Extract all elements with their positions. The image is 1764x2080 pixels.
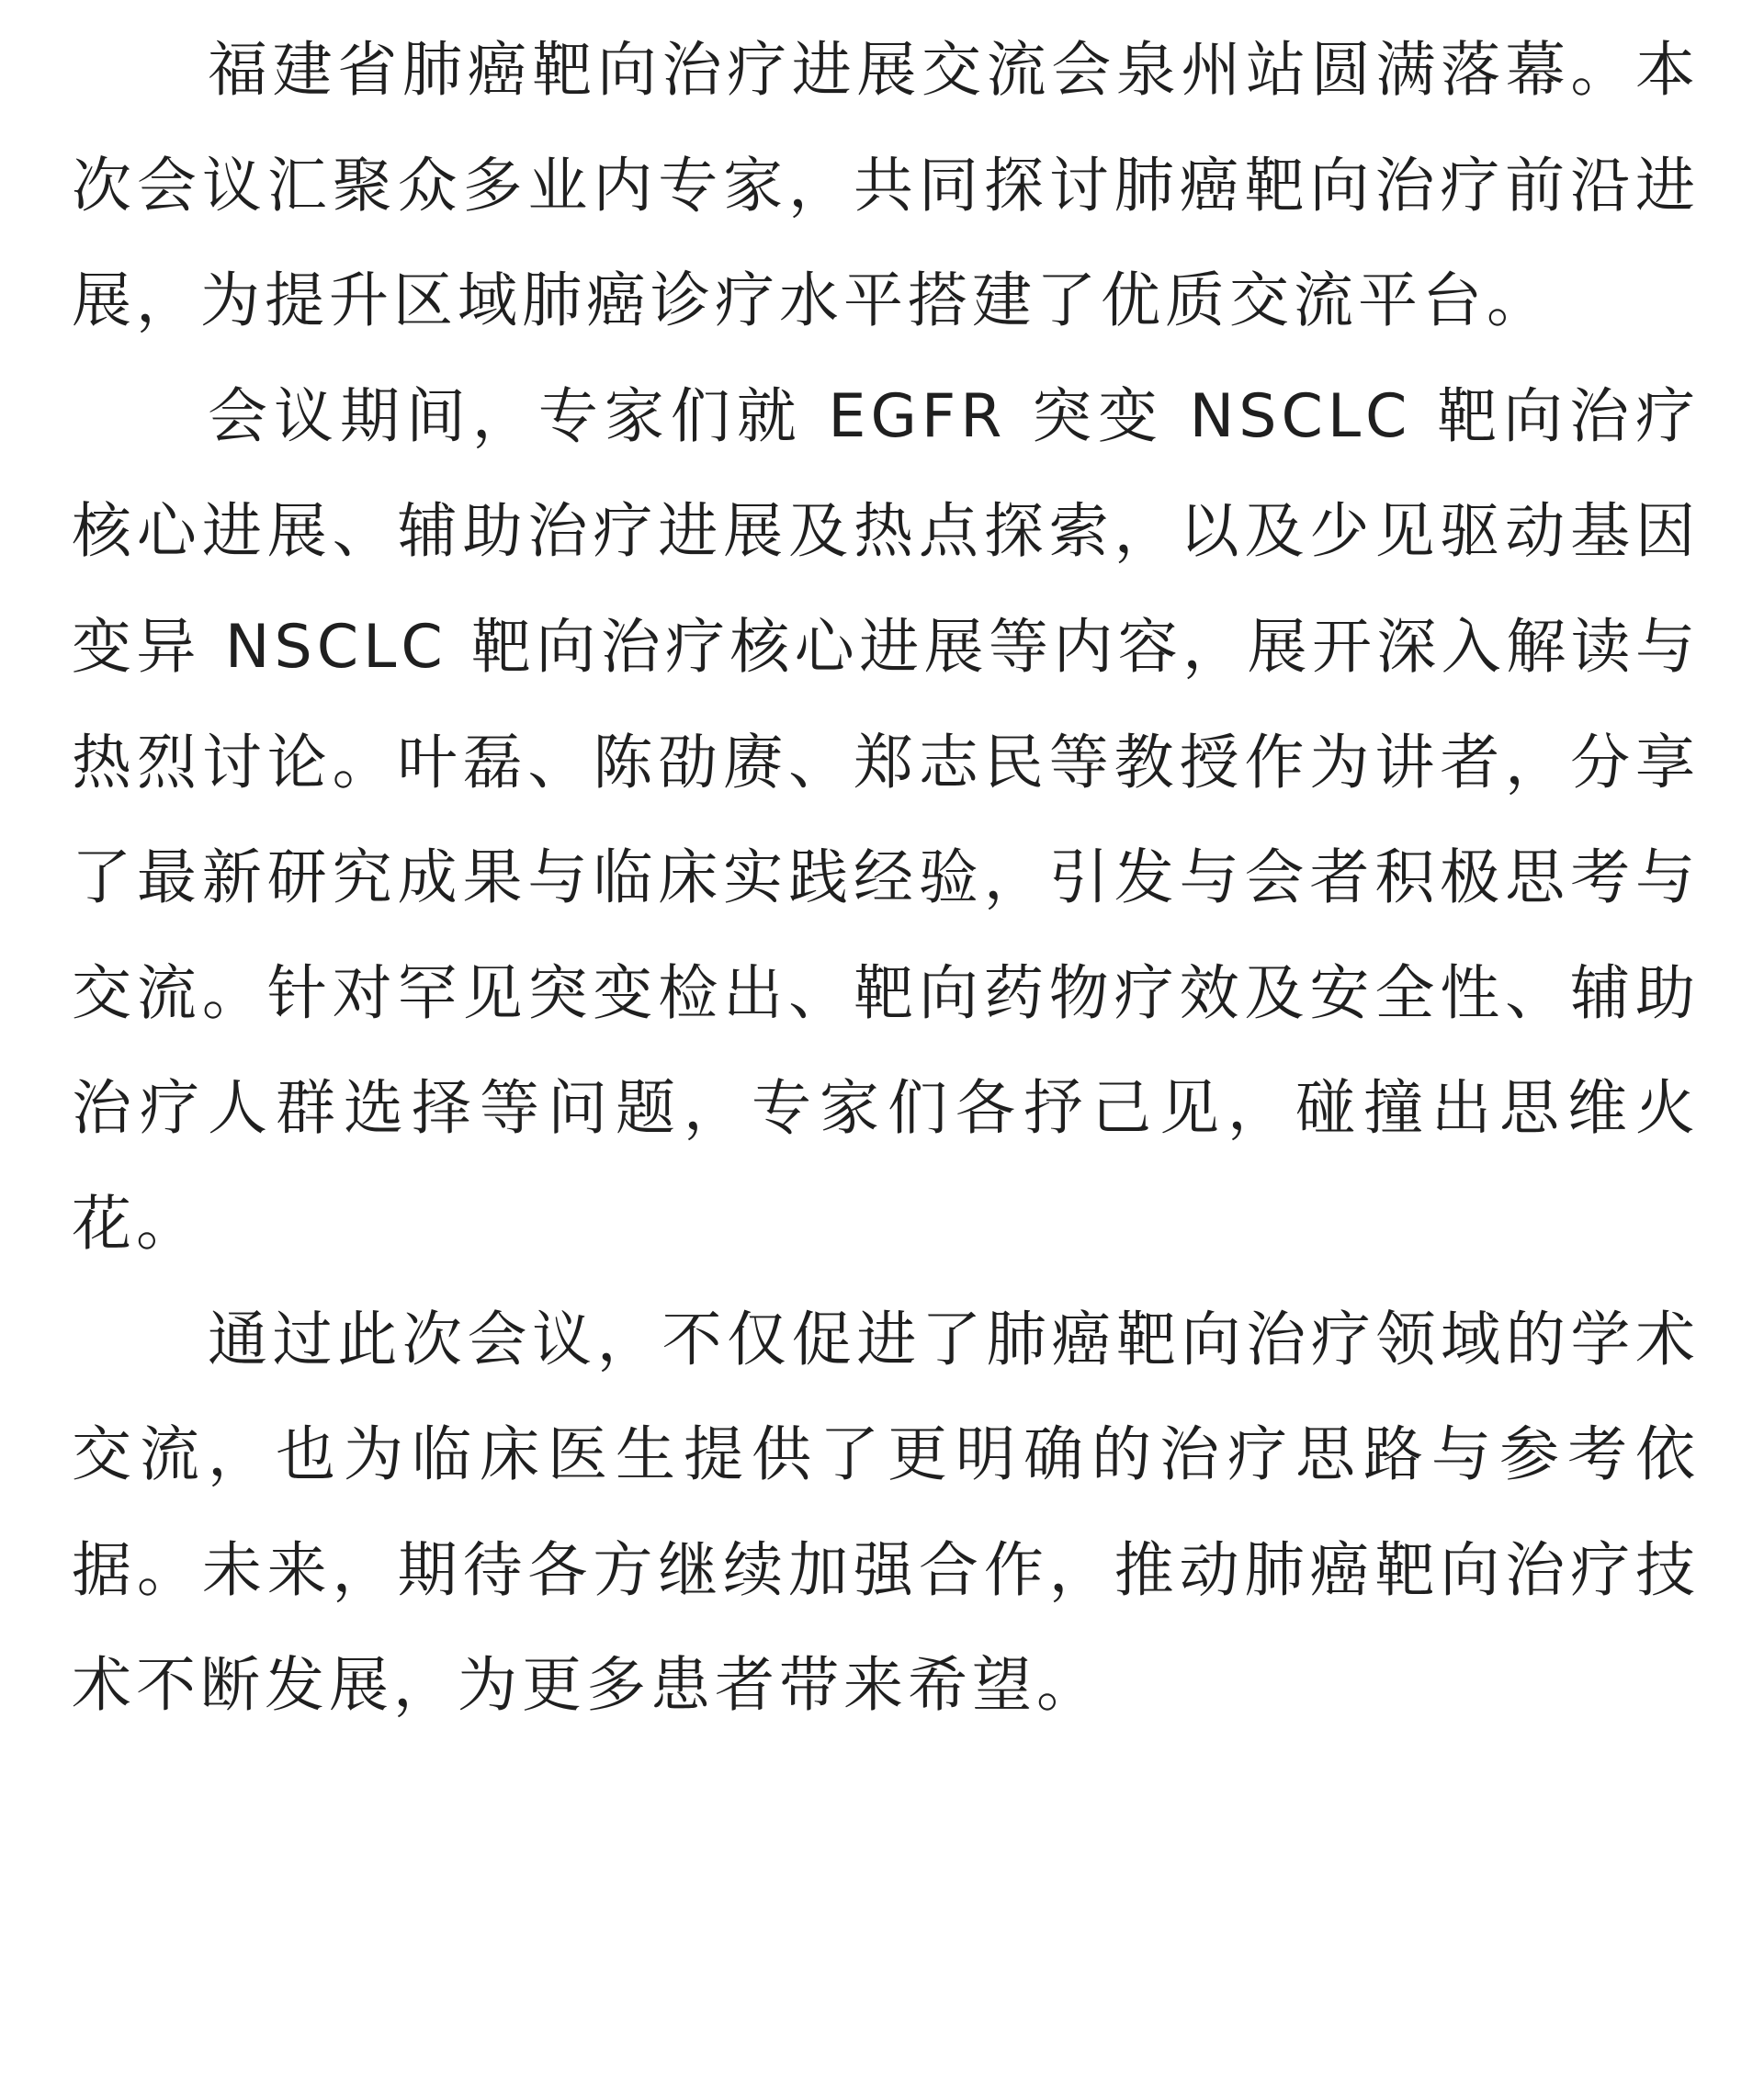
paragraph-intro: 福建省肺癌靶向治疗进展交流会泉州站圆满落幕。本次会议汇聚众多业内专家，共同探讨肺癌靶向治疗前沿进展，为提升区域肺癌诊疗水平搭建了优质交流平台。 (72, 36, 1700, 336)
paragraph-discussion: 会议期间，专家们就 EGFR 突变 NSCLC 靶向治疗核心进展、辅助治疗进展及热点探索，以及少见驱动基因变异 NSCLC 靶向治疗核心进展等内容，展开深入解读与热烈讨论。叶磊、陈劭赓、郑志民等教授作为讲者，分享了最新研究成果与临床实践经验，引发与会者积极思考与交流。针对罕见突变检出、靶向药物疗效及安全性、辅助治疗人群选择等问题，专家们各抒己见，碰撞出思维火花。 (72, 381, 1700, 1259)
paragraph-conclusion: 通过此次会议，不仅促进了肺癌靶向治疗领域的学术交流，也为临床医生提供了更明确的治疗思路与参考依据。未来，期待各方继续加强合作，推动肺癌靶向治疗技术不断发展，为更多患者带来希望。 (72, 1305, 1700, 1721)
article-body (72, 13, 1700, 1744)
